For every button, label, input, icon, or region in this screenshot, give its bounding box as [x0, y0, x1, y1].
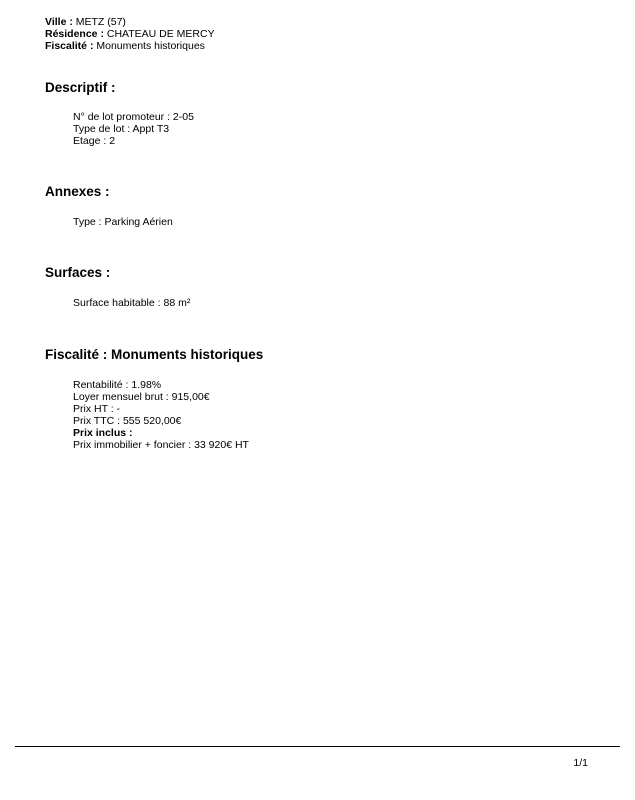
residence-row [45, 28, 215, 40]
fiscalite-row [45, 40, 215, 52]
annexes-body [73, 216, 173, 228]
surfaces-heading: Surfaces : [45, 265, 111, 280]
etage-line: Etage : 2 [73, 135, 116, 147]
ville-row [45, 16, 215, 28]
page-number: 1/1 [573, 757, 588, 769]
prix-inclus-label: Prix inclus : [73, 427, 133, 439]
document-header [45, 16, 215, 52]
fiscalite-body [73, 379, 249, 451]
surfaces-body [73, 297, 190, 309]
fiscalite-label: Fiscalité : [45, 40, 94, 52]
lot-promoteur-line: N° de lot promoteur : 2-05 [73, 111, 194, 123]
loyer-mensuel-line: Loyer mensuel brut : 915,00€ [73, 391, 210, 403]
surface-habitable-line: Surface habitable : 88 m² [73, 297, 191, 309]
fiscalite-value: Monuments historiques [93, 40, 205, 52]
descriptif-heading: Descriptif : [45, 80, 116, 95]
prix-immobilier-line: Prix immobilier + foncier : 33 920€ HT [73, 439, 249, 451]
ville-value: METZ (57) [72, 16, 126, 28]
prix-ttc-line: Prix TTC : 555 520,00€ [73, 415, 182, 427]
descriptif-body [73, 111, 194, 147]
prix-ht-line: Prix HT : - [73, 403, 121, 415]
annexe-type-line: Type : Parking Aérien [73, 216, 173, 228]
rentabilite-line: Rentabilité : 1.98% [73, 379, 162, 391]
footer-divider [15, 746, 620, 747]
residence-value: CHATEAU DE MERCY [103, 28, 215, 40]
ville-label: Ville : [45, 16, 73, 28]
type-de-lot-line: Type de lot : Appt T3 [73, 123, 170, 135]
fiscalite-heading: Fiscalité : Monuments historiques [45, 347, 264, 362]
residence-label: Résidence : [45, 28, 104, 40]
annexes-heading: Annexes : [45, 184, 110, 199]
